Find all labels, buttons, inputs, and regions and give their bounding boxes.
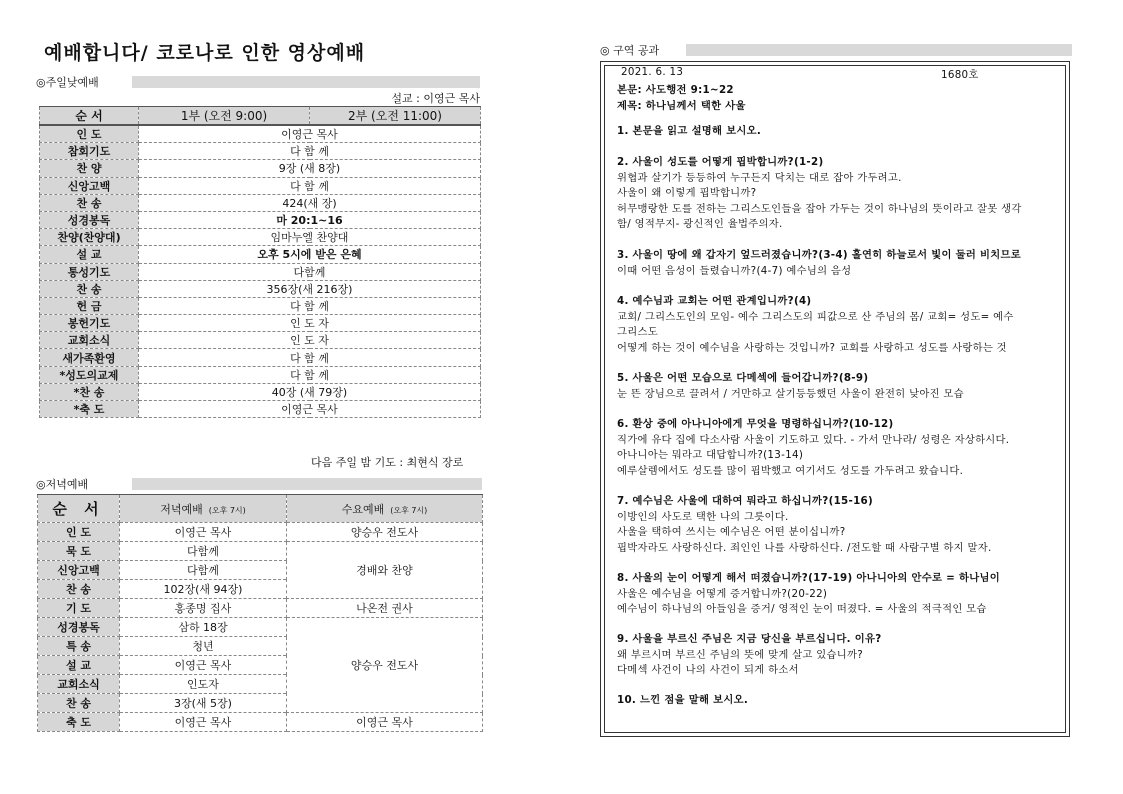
table-row <box>40 229 481 246</box>
order-item-label: 성경봉독 <box>38 618 120 637</box>
study-answer: 다메섹 사건이 나의 사건이 되게 하소서 <box>617 664 799 676</box>
table-row <box>40 315 481 332</box>
order-item-label: 봉헌기도 <box>40 315 139 332</box>
evening-service-value: 청년 <box>120 637 287 656</box>
evening-service-value: 이영근 목사 <box>120 523 287 542</box>
order-item-value: 다 함 께 <box>139 177 481 194</box>
table-row <box>40 366 481 383</box>
evening-service-value: 3장(새 5장) <box>120 694 287 713</box>
order-item-label: 찬 송 <box>40 280 139 297</box>
evening-service-value: 다함께 <box>120 542 287 561</box>
order-item-value: 9장 (새 8장) <box>139 160 481 177</box>
order-item-label: 찬 송 <box>40 194 139 211</box>
study-answer: 위협과 살기가 등등하여 누구든지 닥치는 대로 잡아 가두려고. <box>617 172 902 184</box>
table-row <box>38 542 483 561</box>
study-heading-label: ◎ 구역 공과 <box>600 44 660 57</box>
study-issue-number: 1680호 <box>941 69 979 81</box>
page-title: 예배합니다/ 코로나로 인한 영상예배 <box>44 42 366 64</box>
evening-service-value: 인도자 <box>120 675 287 694</box>
study-answer: 눈 뜬 장님으로 끌려서 / 거만하고 살기등등했던 사울이 완전히 낮아진 모습 <box>617 388 964 400</box>
table-row <box>40 211 481 228</box>
order-item-label: 헌 금 <box>40 297 139 314</box>
order-item-value: 다 함 께 <box>139 349 481 366</box>
order-item-label: 참회기도 <box>40 143 139 160</box>
study-answer: 왜 부르시며 부르신 주님의 뜻에 맞게 살고 있습니까? <box>617 649 863 661</box>
table-row <box>38 713 483 732</box>
study-answer: 아나니아는 뭐라고 대답합니까?(13-14) <box>617 449 804 461</box>
wednesday-service-value: 양승우 전도사 <box>287 523 483 542</box>
study-answer: 직가에 유다 집에 다소사람 사울이 기도하고 있다. - 가서 만나라/ 성령은 자상하시다. <box>617 434 1010 446</box>
order-item-value: 오후 5시에 받은 은혜 <box>139 246 481 263</box>
study-question: 6. 환상 중에 아나니아에게 무엇을 명령하십니까?(10-12) <box>617 418 894 430</box>
study-question: 4. 예수님과 교회는 어떤 관계입니까?(4) <box>617 295 812 307</box>
order-item-value: 424(새 장) <box>139 194 481 211</box>
study-question: 5. 사울은 어떤 모습으로 다메섹에 들어갑니까?(8-9) <box>617 372 869 384</box>
order-item-label: 새가족환영 <box>40 349 139 366</box>
order-item-label: 설 교 <box>40 246 139 263</box>
wednesday-service-value: 나온전 권사 <box>287 599 483 618</box>
study-answer: 예루살렘에서도 성도를 많이 핍박했고 여기서도 성도를 가두려고 왔습니다. <box>617 465 964 477</box>
order-item-value: 이영근 목사 <box>139 125 481 143</box>
order-item-value: 인 도 자 <box>139 315 481 332</box>
order-item-label: 신앙고백 <box>38 561 120 580</box>
sermon-preacher: 설교 : 이영근 목사 <box>391 92 480 105</box>
order-item-label: 축 도 <box>38 713 120 732</box>
table-row <box>40 160 481 177</box>
wednesday-service-value: 양승우 전도사 <box>287 618 483 713</box>
header-title: 저녁예배 <box>160 502 203 516</box>
table-row <box>40 246 481 263</box>
study-question: 8. 사울의 눈이 어떻게 해서 떠졌습니까?(17-19) 아나니아의 안수로 = 하나님이 <box>617 572 1000 584</box>
order-item-label: 통성기도 <box>40 263 139 280</box>
order-item-value: 40장 (새 79장) <box>139 383 481 400</box>
header-time: (오후 7시) <box>208 505 246 515</box>
order-item-value: 다 함 께 <box>139 366 481 383</box>
study-answer: 사울이 왜 이렇게 핍박합니까? <box>617 187 757 199</box>
evening-service-value: 이영근 목사 <box>120 713 287 732</box>
evening-service-value: 삼하 18장 <box>120 618 287 637</box>
order-item-label: 교회소식 <box>40 332 139 349</box>
order-item-label: 설 교 <box>38 656 120 675</box>
order-item-value: 다함께 <box>139 263 481 280</box>
study-date: 2021. 6. 13 <box>621 66 684 78</box>
table-row <box>38 523 483 542</box>
study-answer: 사울은 예수님을 어떻게 증거합니까?(20-22) <box>617 588 828 600</box>
order-item-label: *찬 송 <box>40 383 139 400</box>
order-item-value: 356장(새 216장) <box>139 280 481 297</box>
table-row <box>40 263 481 280</box>
order-item-label: *성도의교제 <box>40 366 139 383</box>
next-sunday-prayer: 다음 주일 밤 기도 : 최현식 장로 <box>311 456 464 469</box>
sunday-order-table <box>39 106 481 418</box>
study-topic: 제목: 하나님께서 택한 사울 <box>617 100 746 112</box>
evening-service-value: 이영근 목사 <box>120 656 287 675</box>
order-item-label: 특 송 <box>38 637 120 656</box>
header-cell <box>120 495 287 523</box>
study-answer: 핍박자라도 사랑하신다. 죄인인 나를 사랑하신다. /전도할 때 사람구별 하지 말자. <box>617 542 992 554</box>
table-row <box>40 194 481 211</box>
study-content <box>604 65 1066 733</box>
header-title: 수요예배 <box>341 502 385 516</box>
study-answer: 예수님이 하나님의 아들임을 증거/ 영적인 눈이 떠졌다. = 사울의 적극적인 모습 <box>617 603 987 615</box>
order-item-label: 인 도 <box>40 125 139 143</box>
table-row <box>40 143 481 160</box>
evening-service-value: 홍종명 집사 <box>120 599 287 618</box>
order-item-value: 다 함 께 <box>139 297 481 314</box>
order-item-value: 임마누엘 찬양대 <box>139 229 481 246</box>
table-row <box>40 383 481 400</box>
study-answer: 이방인의 사도로 택한 나의 그릇이다. <box>617 511 789 523</box>
order-item-value: 마 20:1~16 <box>139 211 481 228</box>
heading-bar <box>686 44 1072 56</box>
wednesday-service-value: 경배와 찬양 <box>287 542 483 599</box>
evening-order-table <box>37 494 483 732</box>
sunday-service-heading <box>36 74 480 90</box>
study-question: 9. 사울을 부르신 주님은 지금 당신을 부르십니다. 이유? <box>617 633 882 645</box>
order-item-label: 찬 송 <box>38 580 120 599</box>
order-item-label: 기 도 <box>38 599 120 618</box>
header-cell <box>287 495 483 523</box>
study-scripture: 본문: 사도행전 9:1~22 <box>617 84 734 96</box>
order-item-label: 교회소식 <box>38 675 120 694</box>
heading-bar <box>132 76 480 88</box>
table-row <box>40 349 481 366</box>
order-item-label: 성경봉독 <box>40 211 139 228</box>
table-row <box>40 297 481 314</box>
order-item-value: 이영근 목사 <box>139 401 481 418</box>
table-row <box>40 125 481 143</box>
table-row <box>40 177 481 194</box>
order-item-label: 찬양(찬양대) <box>40 229 139 246</box>
table-header-row <box>40 107 481 126</box>
study-answer: 함/ 영적무지- 광신적인 율법주의자. <box>617 218 783 230</box>
order-item-value: 다 함 께 <box>139 143 481 160</box>
header-cell: 순 서 <box>38 495 120 523</box>
study-question: 7. 예수님은 사울에 대하여 뭐라고 하십니까?(15-16) <box>617 495 874 507</box>
table-row <box>38 618 483 637</box>
order-item-label: *축 도 <box>40 401 139 418</box>
order-item-label: 찬 양 <box>40 160 139 177</box>
sunday-heading-label: ◎주일낮예배 <box>36 76 99 89</box>
study-answer: 교회/ 그리스도인의 모임- 예수 그리스도의 피값으로 산 주님의 몸/ 교회= 성도= 예수 <box>617 311 1014 323</box>
evening-service-value: 102장(새 94장) <box>120 580 287 599</box>
table-header-row <box>38 495 483 523</box>
study-answer: 그리스도 <box>617 326 658 338</box>
evening-heading-label: ◎저녁예배 <box>36 478 89 491</box>
study-answer: 사울을 택하여 쓰시는 예수님은 어떤 분이십니까? <box>617 526 846 538</box>
header-cell: 1부 (오전 9:00) <box>139 107 310 126</box>
table-row <box>40 332 481 349</box>
study-heading <box>600 42 1072 58</box>
study-question: 10. 느낀 점을 말해 보시오. <box>617 694 749 706</box>
study-question: 2. 사울이 성도를 어떻게 핍박합니까?(1-2) <box>617 156 824 168</box>
order-item-label: 인 도 <box>38 523 120 542</box>
study-box <box>600 61 1070 737</box>
table-row <box>40 401 481 418</box>
evening-service-heading <box>36 476 482 492</box>
study-question: 3. 사울이 땅에 왜 갑자기 엎드러졌습니까?(3-4) 홀연히 하늘로서 빛이 둘러 비치므로 <box>617 249 1021 261</box>
study-answer: 어떻게 하는 것이 예수님을 사랑하는 것입니까? 교회를 사랑하고 성도를 사랑하는 것 <box>617 342 1007 354</box>
order-item-label: 신앙고백 <box>40 177 139 194</box>
order-item-label: 묵 도 <box>38 542 120 561</box>
header-cell: 순 서 <box>40 107 139 126</box>
evening-service-value: 다함께 <box>120 561 287 580</box>
order-item-label: 찬 송 <box>38 694 120 713</box>
table-row <box>38 599 483 618</box>
study-question: 1. 본문을 읽고 설명해 보시오. <box>617 125 762 137</box>
header-time: (오후 7시) <box>390 505 428 515</box>
order-item-value: 인 도 자 <box>139 332 481 349</box>
table-row <box>40 280 481 297</box>
header-cell: 2부 (오전 11:00) <box>310 107 481 126</box>
study-answer: 허무맹랑한 도를 전하는 그리스도인들을 잡아 가두는 것이 하나님의 뜻이라고 잘못 생각 <box>617 203 1022 215</box>
wednesday-service-value: 이영근 목사 <box>287 713 483 732</box>
study-answer: 이때 어떤 음성이 들렸습니까?(4-7) 예수님의 음성 <box>617 265 852 277</box>
heading-bar <box>132 478 482 490</box>
